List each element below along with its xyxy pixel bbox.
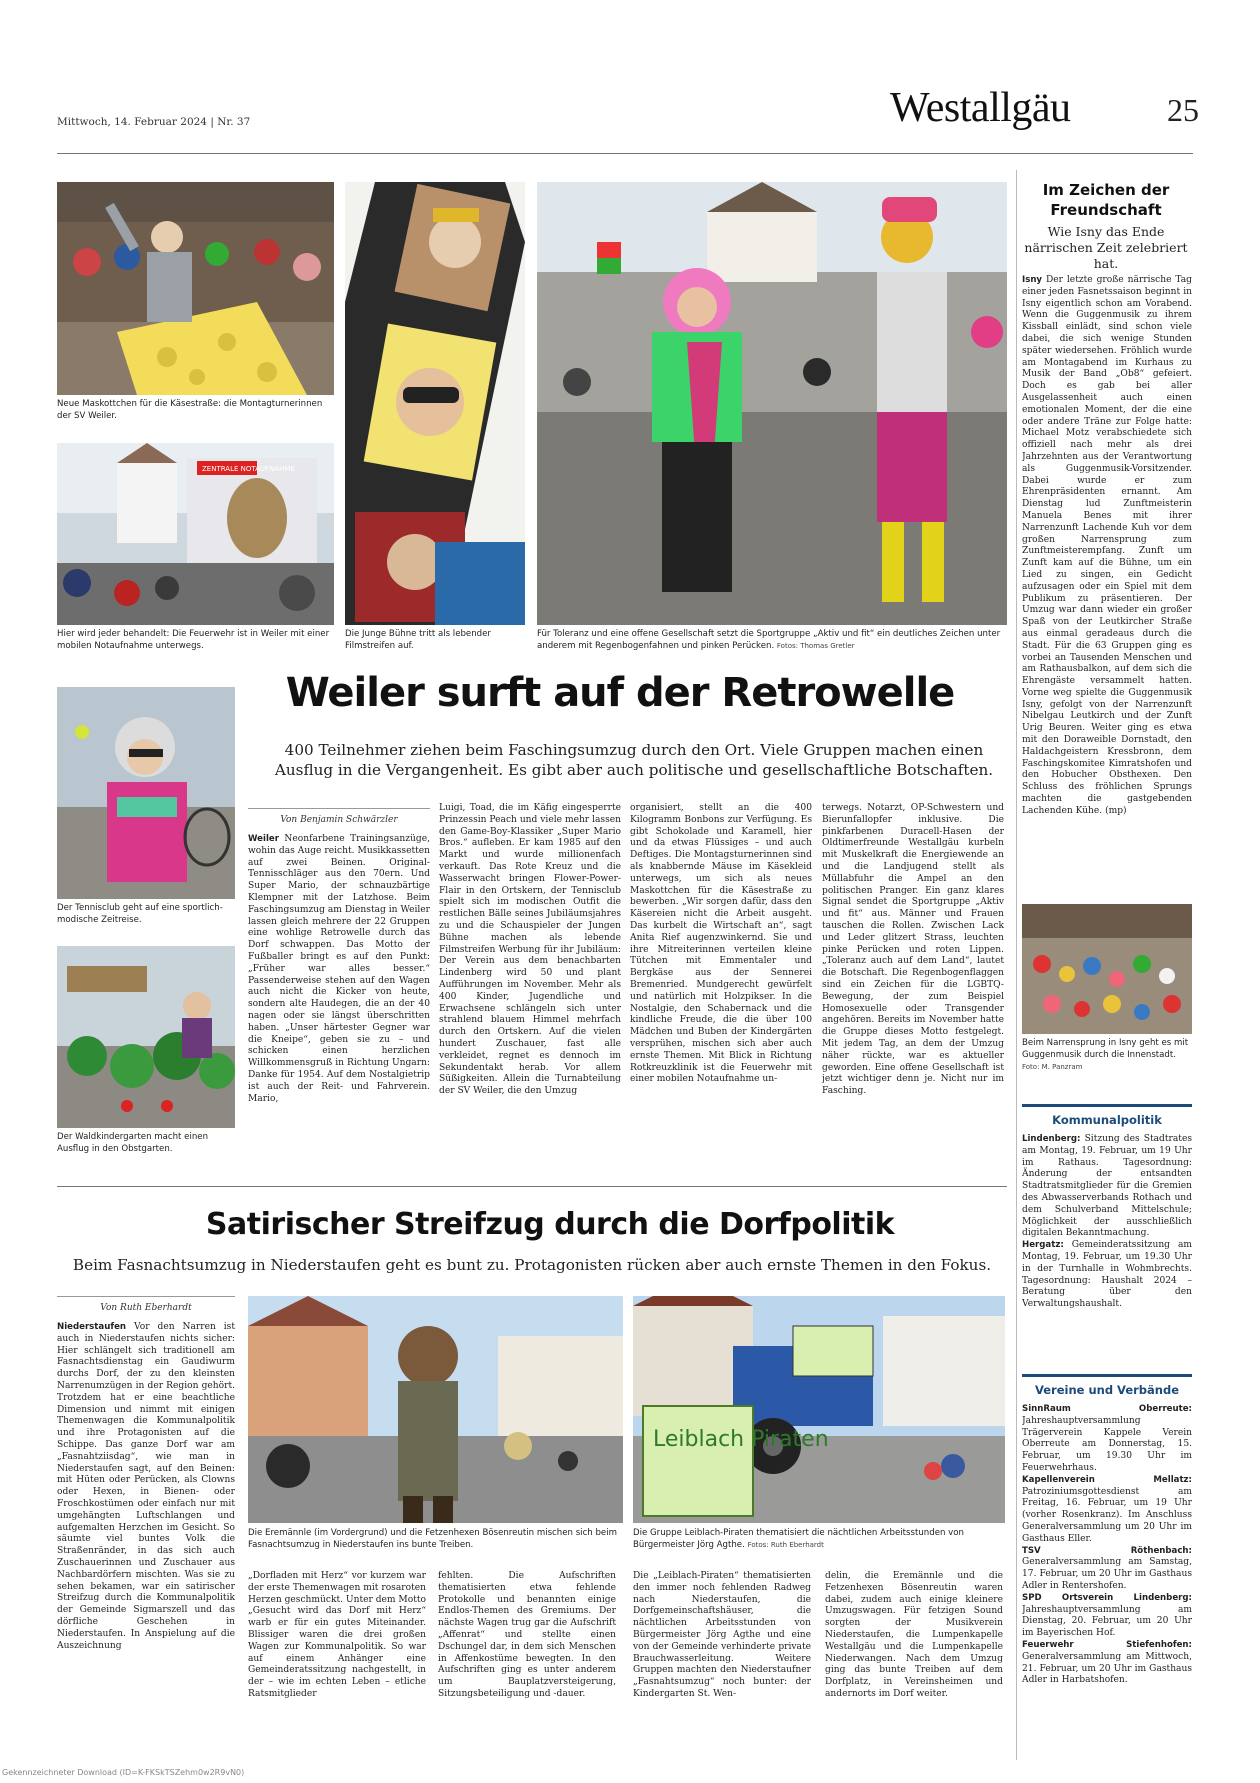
vereine-item-text: Generalversammlung am Samstag, 17. Februar, um 20 Uhr im Gasthaus Adler in Rentershofen. <box>1022 1557 1192 1591</box>
photo-cheese-mascots <box>57 182 334 395</box>
truck-sign: ZENTRALE NOTAUFNAHME <box>202 465 295 473</box>
page-number: 25 <box>1167 92 1199 128</box>
headline-retrowelle: Weiler surft auf der Retrowelle <box>285 670 955 716</box>
deck-retrowelle: 400 Teilnehmer ziehen beim Faschingsumzug durch den Ort. Viele Gruppen machen einen Ausflug in die Vergangenheit. Es gibt aber auch politische und gesellschaftliche Botschaften. <box>274 741 994 779</box>
caption-rainbow-group <box>537 628 1007 652</box>
header-rule <box>57 153 1193 154</box>
kommunal-item <box>1022 1134 1192 1240</box>
article1-col1-text: Neonfarbene Trainingsanzüge, wohin das Auge reicht. Musikkassetten auf zwei Beinen. Original-Tennisschläger aus den 70ern. Und Super Mario, der schnauzbärtige Klempner mit der Latzhose. Beim Faschingsumzug am Dienstag in Weiler lassen gleich mehrere der 22 Gruppen eine wohlige Retrowelle durch das Dorf schwappen. Das Motto der Fußballer bringt es auf den Punkt: „Früher war alles besser.“ Passenderweise stehen auf den Wagen auch nicht die Kicker von heute, sondern alte Haudegen, die an der 40 nagen oder sie längst überschritten haben. „Unser härtester Gegner war die Kneipe“, geben sie zu – und schicken einen herzlichen Willkommensgruß in Richtung Ungarn: Danke für 1954. Auf dem Nostalgietrip ist auch der Reit- und Fahrverein. Mario, <box>248 834 430 1104</box>
caption-cheese-mascots: Neue Maskottchen für die Käsestraße: die Montagturnerinnen der SV Weiler. <box>57 399 323 421</box>
vereine-item-text: Patroziniumsgottesdienst am Freitag, 16. Februar, um 19 Uhr (vorher Rosenkranz). Im Anschluss Generalversammlung um 20 Uhr im Gasthaus Eller. <box>1022 1486 1192 1544</box>
vereine-item <box>1022 1593 1192 1640</box>
byline-eberhardt: Von Ruth Eberhardt <box>57 1296 235 1313</box>
caption-leiblach-piraten <box>633 1527 1005 1551</box>
article2-column-1 <box>57 1322 235 1762</box>
caption-isny-text: Beim Narrensprung in Isny geht es mit Guggenmusik durch die Innenstadt. <box>1022 1038 1189 1060</box>
vereine-item-text: Generalversammlung am Mittwoch, 21. Februar, um 20 Uhr im Gasthaus Adler in Harbatshofen. <box>1022 1651 1192 1686</box>
photo-tennis <box>57 687 235 899</box>
photo-film-strip <box>345 182 525 625</box>
sidebar-title: Im Zeichen der Freundschaft <box>1042 181 1170 219</box>
kommunal-item <box>1022 1240 1192 1311</box>
vereine-item-place: Kapellenverein Mellatz: <box>1022 1474 1192 1485</box>
article1-dateline: Weiler <box>248 834 279 844</box>
vereine-item-place: Feuerwehr Stiefenhofen: <box>1022 1639 1192 1650</box>
vereine-item <box>1022 1475 1192 1546</box>
sidebar-dateline: Isny <box>1022 275 1043 285</box>
photo-fire-brigade <box>57 443 334 625</box>
dateline: Mittwoch, 14. Februar 2024 | Nr. 37 <box>57 116 251 128</box>
photo-credit-eberhardt: Fotos: Ruth Eberhardt <box>747 1541 824 1549</box>
caption-isny <box>1022 1037 1192 1073</box>
article-divider <box>57 1186 1007 1187</box>
article2-column-4: Die „Leiblach-Piraten“ thematisierten den immer noch fehlenden Radweg nach Niederstaufen, die Dorfgemeinschaftshäuser, die nächtlichen Arbeitsstunden von Bürgermeister Jörg Agthe und eine von der Gemeinde verhinderte private Brauchwasserleitung. Weitere Gruppen machten den Niederstaufner „Fasnahtsumzug“ noch bunter: der Kindergarten St. Wen- <box>633 1571 811 1699</box>
kommunalpolitik-heading: Kommunalpolitik <box>1022 1104 1192 1127</box>
caption-eremaennle: Die Eremännle (im Vordergrund) und die Fetzenhexen Bösenreutin mischen sich beim Fasnachtsumzug in Niederstaufen ins bunte Treiben. <box>248 1528 617 1550</box>
kommunalpolitik-list <box>1022 1134 1192 1354</box>
kommunal-item-text: Sitzung des Stadtrates am Montag, 19. Februar, um 19 Uhr im Rathaus. Tagesordnung: Änderung der entsandten Stadtratsmitglieder für die Gremien des Abwasserverbands Rothach und dem Schulverband Mittelschule; Möglichkeit der ausschließlich digitalen Bekanntmachung. <box>1022 1134 1192 1239</box>
article2-dateline: Niederstaufen <box>57 1322 127 1332</box>
article2-column-5: delin, die Eremännle und die Fetzenhexen Bösenreutin waren dabei, zudem auch einige kleinere Umzugswagen. Für fetzigen Sound sorgten der Musikverein Niederstaufen, die Lumpenkapelle Westallgäu und die Lumpenkapelle Niederwangen. Nach dem Umzug ging das bunte Treiben auf dem Dorfplatz, in Vereinsheimen und andernorts im Dorf weiter. <box>825 1571 1003 1699</box>
deck-dorfpolitik: Beim Fasnachtsumzug in Niederstaufen geht es bunt zu. Protagonisten rücken aber auch ernste Themen in den Fokus. <box>72 1256 992 1274</box>
kommunal-item-place: Lindenberg: <box>1022 1134 1081 1144</box>
vereine-item <box>1022 1546 1192 1593</box>
vereine-item-text: Jahreshauptversammlung am Dienstag, 20. Februar, um 20 Uhr im Bayerischen Hof. <box>1022 1604 1192 1639</box>
article2-column-3: fehlten. Die Aufschriften thematisierten etwa fehlende Protokolle und benannten einige Endlos-Themen des Gremiums. Der nächste Wagen trug gar die Aufschrift „Affenrat“ und stellte einen Dschungel dar, in dem sich Menschen in Affenkostüme bewegten. In den Aufschriften ging es unter anderem um Bauplatzversteigerung, Sitzungsbeteiligung und -dauer. <box>438 1571 616 1699</box>
photo-leiblach-piraten <box>633 1296 1005 1523</box>
article1-column-2: Luigi, Toad, die im Käfig eingesperrte Prinzessin Peach und viele mehr lassen den Game-Boy-Klassiker „Super Mario Bros.“ aufleben. Er kam 1985 auf den Markt und wurde millionenfach verkauft. Das Rote Kreuz und die Wasserwacht bringen Flower-Power-Flair in den Ortskern, der Tennisclub spielt sich im modischen Outfit die restlichen Bälle seines Jubiläumsjahres zu und die Schauspieler der Jungen Bühne machen als lebende Filmstreifen Werbung für ihr Jubiläum: Der Verein aus dem benachbarten Lindenberg wird 50 und plant Aufführungen im November. Mehr als 400 Kinder, Jugendliche und Erwachsene schlängeln sich unter strahlend blauem Himmel mehrfach durch den Ortskern. Auf die vielen hundert Zuschauer, fast alle verkleidet, regnet es dennoch im Sekundentakt herab. Vor allem Süßigkeiten. Allein die Turnabteilung der SV Weiler, die den Umzug <box>439 803 621 1097</box>
vereine-item <box>1022 1640 1192 1687</box>
sidebar-subtitle: Wie Isny das Ende närrischen Zeit zelebriert hat. <box>1024 224 1188 271</box>
photo-eremaennle <box>248 1296 623 1523</box>
vereine-item-text: Jahreshauptversammlung Trägerverein Kappele Verein Oberreute am Donnerstag, 15. Februar, um 19.30 Uhr im Feuerwehrhaus. <box>1022 1415 1192 1473</box>
photo-forest-kindergarten <box>57 946 235 1128</box>
article2-column-2: „Dorfladen mit Herz“ vor kurzem war der erste Themenwagen mit rosaroten Herzen geschmückt. Unter dem Motto „Gesucht wird das Dorf mit Herz“ warb er für ein gutes Miteinander. Blissiger waren die drei großen Wagen zur Kommunalpolitik. So war auf einem Anhänger eine Gemeinderatssitzung nachgestellt, in der – wie im echten Leben – etliche Ratsmitglieder <box>248 1571 426 1699</box>
vereine-heading: Vereine und Verbände <box>1022 1374 1192 1397</box>
article2-col1-text: Vor den Narren ist auch in Niederstaufen nichts sicher: Hier schlängelt sich traditionell am Fasnachtsdienstag ein Gaudiwurm durchs Dorf, der zu den kleinsten Narrenumzügen in der Region gehört. Trotzdem hat er eine beachtliche Dimension und nimmt mit einigen Themenwagen die Kommunalpolitik und ihre Protagonisten auf die Schippe. Das ganze Dorf war am „Fasnahtziisdag“, wie man in Niederstaufen sagt, auf den Beinen: mit Hüten oder Perücken, als Clowns oder Hexen, in Bienen- oder Froschkostümen oder einfach nur mit umgehängten Luftschlangen und aufgemalten Herzchen im Gesicht. So säumte viel buntes Volk die Straßenränder, in das sich auch Zuschauerinnen und Zuschauer aus Nachbardörfern mischten. Was sie zu sehen bekamen, war ein satirischer Streifzug durch die Kommunalpolitik der Gemeinde Sigmarszell und das dörfliche Geschehen in Niederstaufen. In Anspielung auf die Auszeichnung <box>57 1322 235 1651</box>
article1-column-3: organisiert, stellt an die 400 Kilogramm Bonbons zur Verfügung. Es gibt Schokolade und Karamell, hier und da etwas Flüssiges – und auch Deftiges. Die Montagsturnerinnen sind als knabbernde Mäuse im Käsekleid unterwegs, um sich als neues Maskottchen für die Käsestraße zu bewerben. „Wir sorgen dafür, dass den Käsereien nicht die Arbeit ausgeht. Das kurbelt die Wirtschaft an“, sagt Anita Rief augenzwinkernd. Sie und ihre Mitreiterinnen verteilen kleine Tütchen mit Emmentaler und Bergkäse aus der Sennerei Bremenried. Mundgerecht gewürfelt und natürlich mit Holzpikser. In die Nostalgie, den Schabernack und die kindliche Freude, die die über 100 Mädchen und Buben der Kindergärten versprühen, mischen sich aber auch ernste Themen. Mit Blick in Richtung Rotkreuzklinik ist die Feuerwehr mit einer mobilen Notaufnahme un- <box>630 803 812 1085</box>
vereine-item-place: TSV Röthenbach: <box>1022 1545 1192 1556</box>
sidebar-text <box>1022 275 1192 895</box>
photo-rainbow-group <box>537 182 1007 625</box>
caption-leiblach-text: Die Gruppe Leiblach-Piraten thematisiert die nächtlichen Arbeitsstunden von Bürgermeister Jörg Agthe. <box>633 1528 964 1550</box>
download-footer: Gekennzeichneter Download (ID=K-FKSkTSZehm0w2R9vN0) <box>2 1768 245 1777</box>
vereine-item <box>1022 1404 1192 1475</box>
caption-rainbow-text: Für Toleranz und eine offene Gesellschaft setzt die Sportgruppe „Aktiv und fit“ ein deutliches Zeichen unter anderem mit Regenbogenfahnen und pinken Perücken. <box>537 629 1001 651</box>
article1-column-1 <box>248 834 430 1144</box>
sidebar-body: Der letzte große närrische Tag einer jeden Fasnetssaison beginnt in Isny eigentlich schon am Vorabend. Wenn die Guggenmusik zu ihrem Kissball einlädt, sind schon viele dabei, die sich wenige Stunden später wiedersehen. Fröhlich wurde am Montagabend im Kurhaus zu Musik der Band „Ob8“ gefeiert. Doch es gab bei aller Ausgelassenheit auch einen emotionalen Moment, der die eine oder andere Träne zur Folge hatte: Michael Motz verabschiedete sich offiziell nach mehr als drei Jahrzehnten aus der Verantwortung als Guggenmusik-Vorsitzender. Dabei wurde er zum Ehrenpräsidenten ernannt. Am Dienstag lud Zunftmeisterin Manuela Benes mit ihrer Narrenzunft Lachende Kuh vor dem großen Narrensprung zum Zunftmeisterempfang. Zunft um Zunft kam auf die Bühne, um ein Lied zu singen, ein Gedicht aufzusagen oder ein Spiel mit dem Publikum zu präsentieren. Der Umzug war dann wieder ein großer Spaß von der Leutkircher Straße aus einmal geradeaus durch die Stadt. Für die 63 Gruppen ging es vorbei an Tausenden Menschen und am Rathausbalkon, auf dem sich die Ehrengäste versammelt hatten. Vorne weg spielte die Guggenmusik Isny, gefolgt von der Narrenzunft Nibelgau Leutkirch und der Zunft Urig Beuren. Weiter ging es etwa mit den Doraweible Dornstadt, den Haldachgeistern Kressbronn, dem Faschingskomitee Kimratshofen und den Hobucher Obsthexen. Den Schluss des fröhlichen Sprungs machten die gastgebenden Lachenden Kühe. (mp) <box>1022 275 1192 816</box>
caption-tennis: Der Tennisclub geht auf eine sportlich-modische Zeitreise. <box>57 903 223 925</box>
photo-isny-guggenmusik <box>1022 904 1192 1034</box>
photo-credit-gretler: Fotos: Thomas Gretler <box>776 642 855 650</box>
kommunal-item-place: Hergatz: <box>1022 1240 1064 1251</box>
article1-column-4: terwegs. Notarzt, OP-Schwestern und Bierunfallopfer inklusive. Die pinkfarbenen Duracell-Hasen der Oldtimerfreunde Westallgäu kurbeln mit Muskelkraft die Energiewende an und die Landjugend stellt als Müllabfuhr die Ampel an den politischen Pranger. Ein ganz klares Signal sendet die Sportgruppe „Aktiv und fit“ aus. Männer und Frauen tauschen die Rollen. Zwischen Lack und Leder glitzert Strass, leuchten pinke Perücken und roten Lippen. „Toleranz auch auf dem Land“, lautet die Botschaft. Die Regenbogenflaggen sind ein Zeichen für die LGBTQ-Bewegung, der zum Beispiel Homosexuelle oder Transgender angehören. Bereits im November hatte die Gruppe dieses Motto festgelegt. Mit jedem Tag, an dem der Umzug näher rückte, war es aktueller geworden. Eine offene Gesellschaft ist jetzt wichtiger denn je. Nicht nur im Fasching. <box>822 803 1004 1097</box>
vereine-list <box>1022 1404 1192 1762</box>
headline-dorfpolitik: Satirischer Streifzug durch die Dorfpolitik <box>205 1207 895 1242</box>
sidebar-rule <box>1016 170 1017 1760</box>
section-title: Westallgäu <box>890 85 1071 131</box>
kommunal-item-text: Gemeinderatssitzung am Montag, 19. Februar, um 19.30 Uhr in der Turnhalle in Wohmbrechts. Tagesordnung: Haushalt 2024 – Beratung über den Verwaltungshaushalt. <box>1022 1240 1192 1310</box>
pirate-sign-text: Leiblach Piraten <box>653 1427 829 1452</box>
byline-schwaerzler: Von Benjamin Schwärzler <box>248 808 430 825</box>
caption-film-strip: Die Junge Bühne tritt als lebender Filmstreifen auf. <box>345 629 491 651</box>
caption-forest-kindergarten: Der Waldkindergarten macht einen Ausflug in den Obstgarten. <box>57 1132 209 1154</box>
photo-credit-panzram: Foto: M. Panzram <box>1022 1063 1083 1071</box>
vereine-item-place: SPD Ortsverein Lindenberg: <box>1022 1592 1192 1603</box>
caption-fire-brigade: Hier wird jeder behandelt: Die Feuerwehr ist in Weiler mit einer mobilen Notaufnahme unterwegs. <box>57 629 330 651</box>
vereine-item-place: SinnRaum Oberreute: <box>1022 1404 1192 1414</box>
